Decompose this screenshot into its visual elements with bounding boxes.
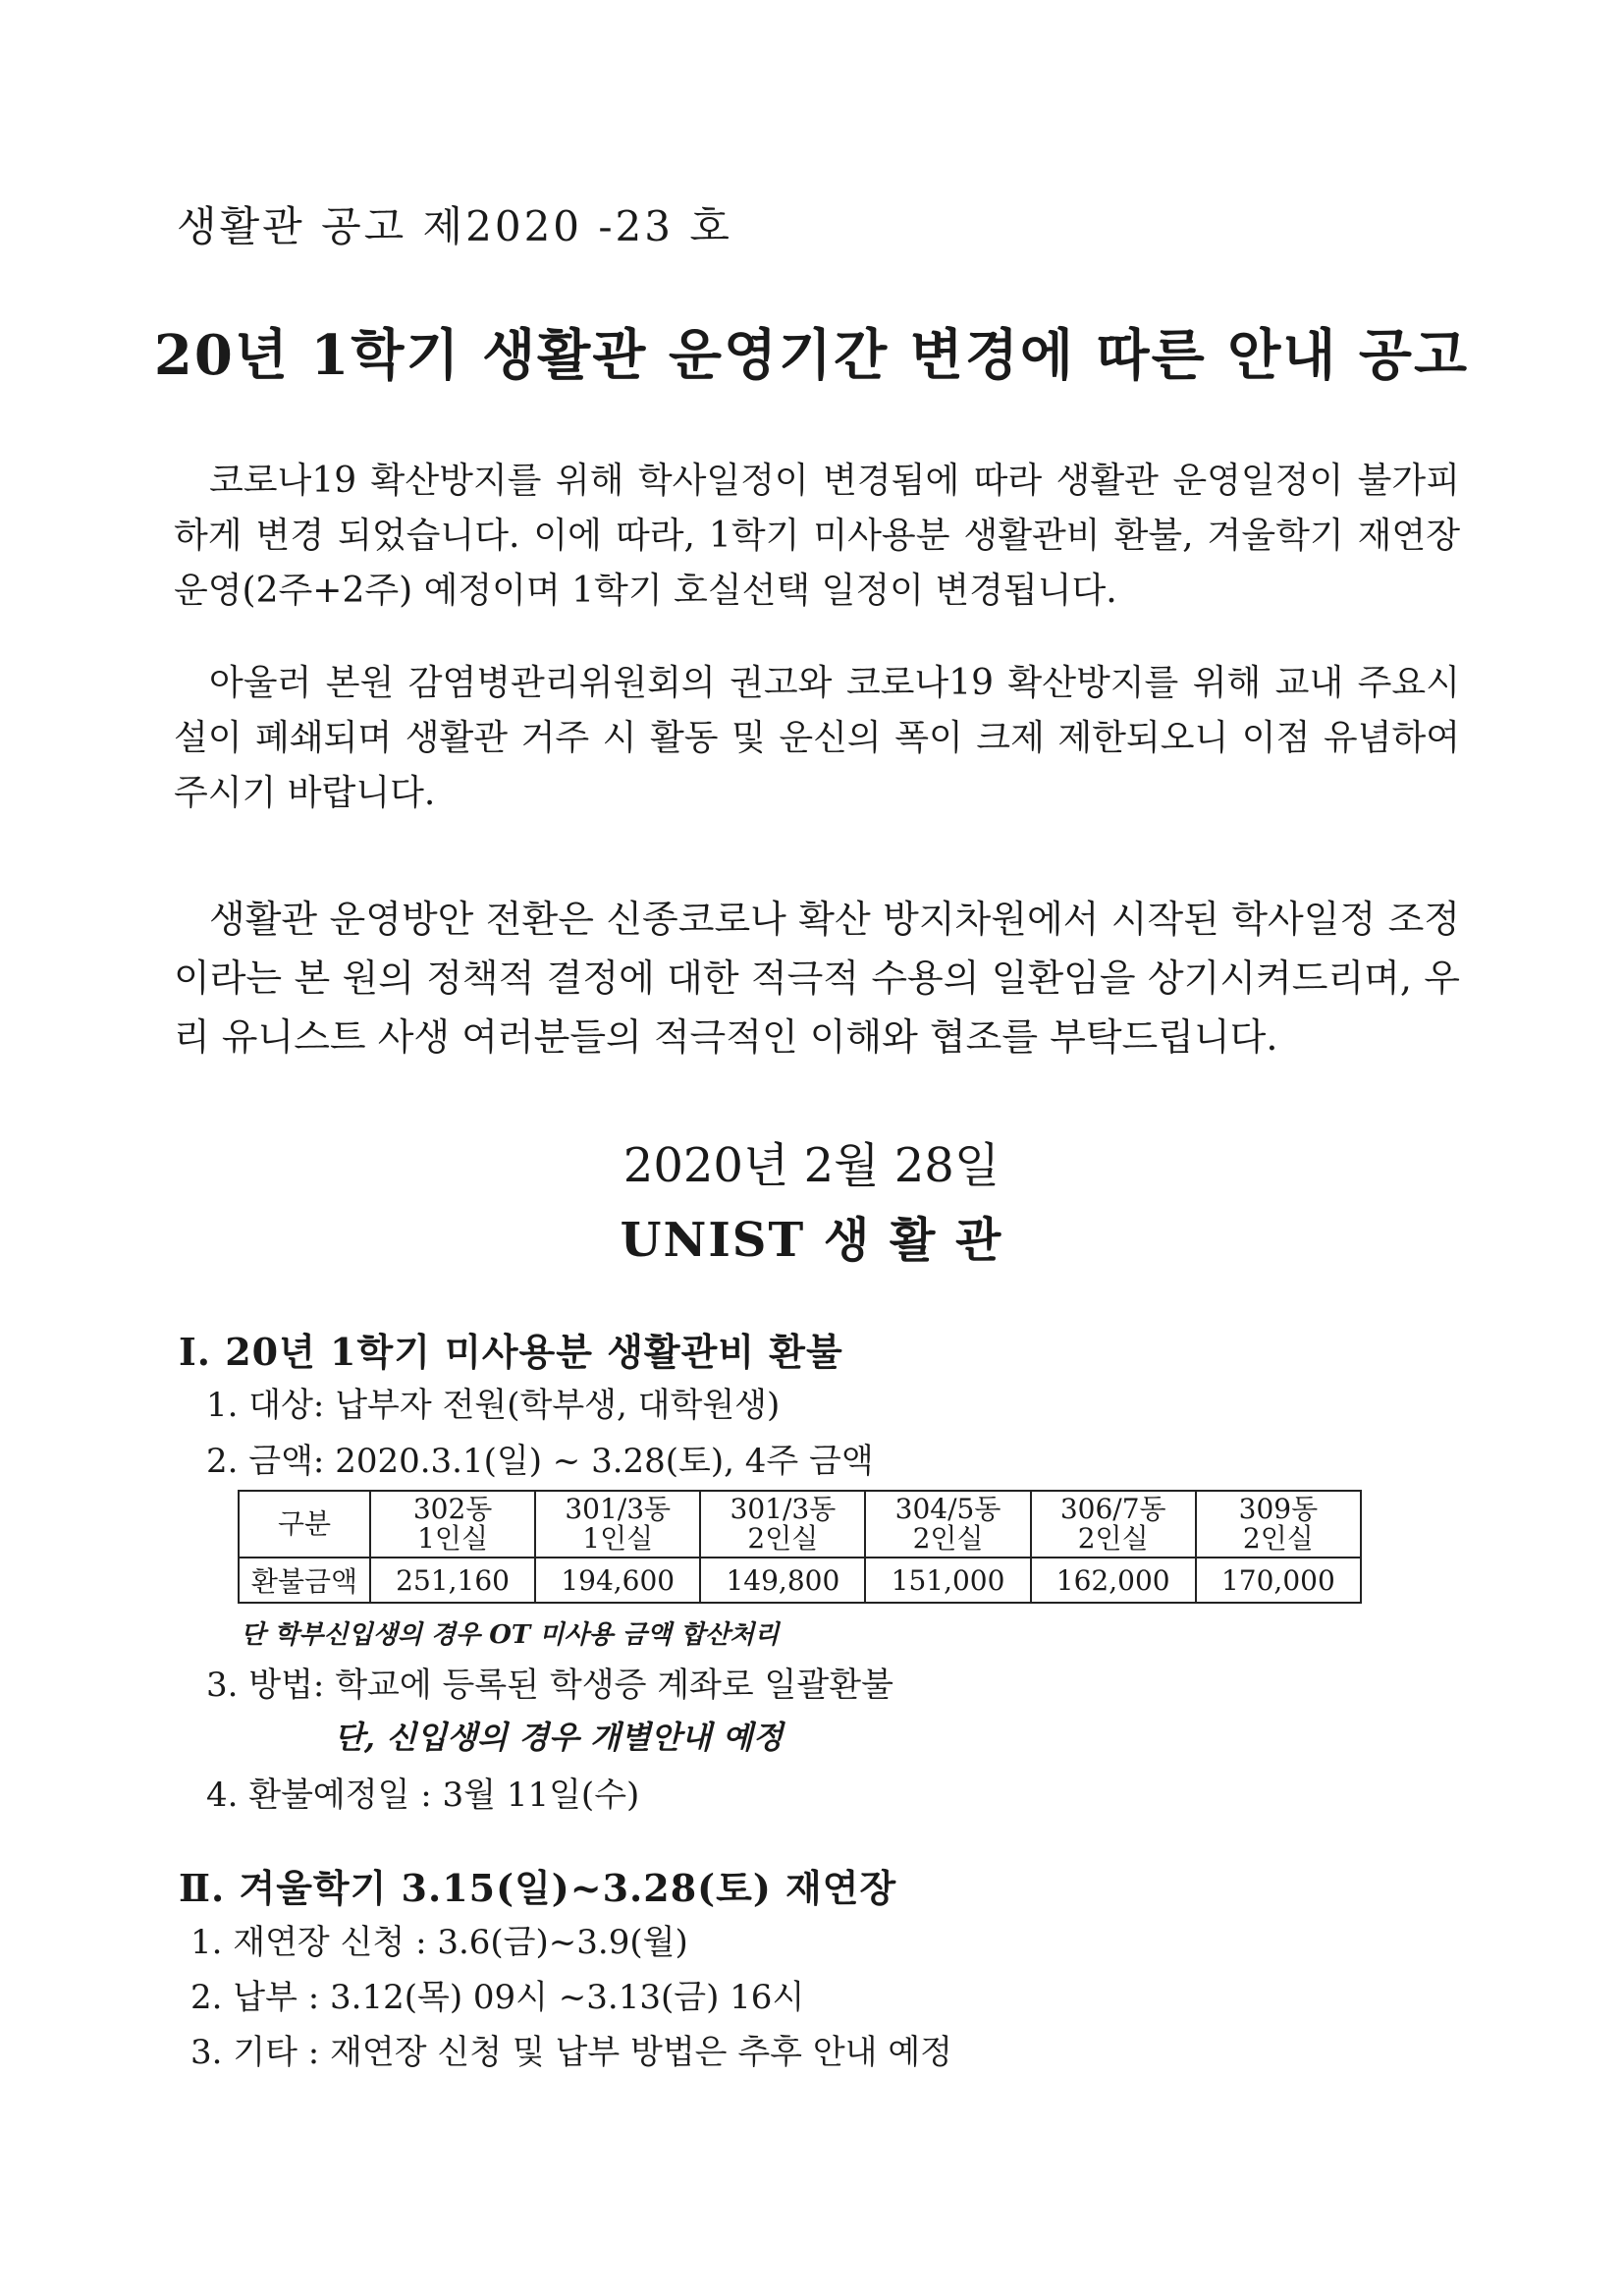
table-header-row bbox=[239, 1491, 1361, 1558]
section1-item-method-note: 단, 신입생의 경우 개별안내 예정 bbox=[334, 1719, 784, 1756]
section1-item-amount: 2. 금액: 2020.3.1(일) ~ 3.28(토), 4주 금액 bbox=[206, 1442, 874, 1481]
notice-date: 2020년 2월 28일 bbox=[622, 1138, 1001, 1193]
table-header-cell: 301/3동 1인실 bbox=[535, 1491, 700, 1558]
table-header-cell: 306/7동 2인실 bbox=[1031, 1491, 1196, 1558]
section2-item-payment: 2. 납부 : 3.12(목) 09시 ~3.13(금) 16시 bbox=[190, 1978, 805, 2017]
table-cell: 151,000 bbox=[865, 1558, 1030, 1603]
table-header-cell: 302동 1인실 bbox=[370, 1491, 535, 1558]
table-cell: 170,000 bbox=[1196, 1558, 1361, 1603]
table-header-cell: 309동 2인실 bbox=[1196, 1491, 1361, 1558]
paragraph-3: 생활관 운영방안 전환은 신종코로나 확산 방지차원에서 시작된 학사일정 조정이라는 본 원의 정책적 결정에 대한 적극적 수용의 일환임을 상기시켜드리며, 우리 유니스트 사생 여러분들의 적극적인 이해와 협조를 부탁드립니다. bbox=[174, 898, 1460, 1059]
section1-item-target: 1. 대상: 납부자 전원(학부생, 대학원생) bbox=[206, 1386, 781, 1425]
table-note: 단 학부신입생의 경우 OT 미사용 금액 합산처리 bbox=[241, 1620, 780, 1650]
section1-heading: Ⅰ. 20년 1학기 미사용분 생활관비 환불 bbox=[179, 1330, 843, 1374]
page-title: 20년 1학기 생활관 운영기간 변경에 따른 안내 공고 bbox=[153, 323, 1470, 388]
table-cell: 149,800 bbox=[700, 1558, 865, 1603]
table-row bbox=[239, 1558, 1361, 1603]
table-cell: 251,160 bbox=[370, 1558, 535, 1603]
section1-item-refund-date: 4. 환불예정일 : 3월 11일(수) bbox=[206, 1776, 640, 1815]
table-header-cell: 304/5동 2인실 bbox=[865, 1491, 1030, 1558]
organization-name: UNIST 생 활 관 bbox=[620, 1213, 1003, 1268]
notice-number: 생활관 공고 제2020 -23 호 bbox=[177, 202, 732, 250]
section1-item-method: 3. 방법: 학교에 등록된 학생증 계좌로 일괄환불 bbox=[206, 1666, 893, 1705]
refund-table bbox=[238, 1490, 1362, 1604]
table-cell: 162,000 bbox=[1031, 1558, 1196, 1603]
table-header-label: 구분 bbox=[239, 1491, 370, 1558]
table-row-label: 환불금액 bbox=[239, 1558, 370, 1603]
section2-heading: Ⅱ. 겨울학기 3.15(일)~3.28(토) 재연장 bbox=[179, 1866, 897, 1910]
section2-item-application: 1. 재연장 신청 : 3.6(금)~3.9(월) bbox=[190, 1923, 688, 1962]
paragraph-2: 아울러 본원 감염병관리위원회의 권고와 코로나19 확산방지를 위해 교내 주요시설이 폐쇄되며 생활관 거주 시 활동 및 운신의 폭이 크제 제한되오니 이점 유념하여 주시기 바랍니다. bbox=[174, 663, 1460, 813]
table-header-cell: 301/3동 2인실 bbox=[700, 1491, 865, 1558]
paragraph-1: 코로나19 확산방지를 위해 학사일정이 변경됨에 따라 생활관 운영일정이 불가피하게 변경 되었습니다. 이에 따라, 1학기 미사용분 생활관비 환불, 겨울학기 재연장운영(2주+2주) 예정이며 1학기 호실선택 일정이 변경됩니다. bbox=[174, 461, 1460, 611]
section2-item-other: 3. 기타 : 재연장 신청 및 납부 방법은 추후 안내 예정 bbox=[190, 2033, 953, 2072]
table-cell: 194,600 bbox=[535, 1558, 700, 1603]
